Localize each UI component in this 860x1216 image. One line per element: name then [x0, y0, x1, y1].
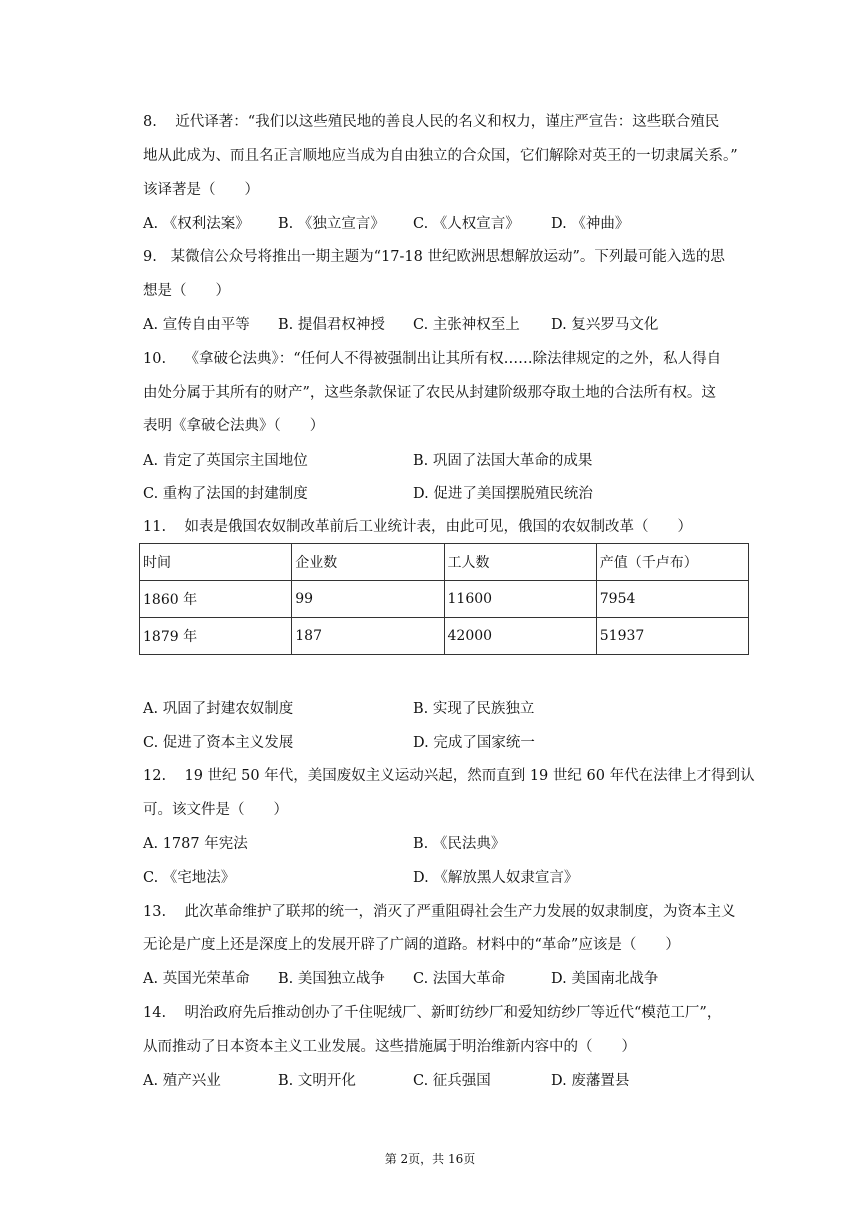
- question-10-option-b: B. 巩固了法国大革命的成果: [413, 453, 593, 469]
- question-11-option-a: A. 巩固了封建农奴制度: [143, 701, 294, 717]
- industry-statistics-table: [139, 543, 749, 655]
- question-13-option-a: A. 英国光荣革命: [143, 971, 250, 987]
- question-10-line-1: [143, 349, 721, 369]
- question-11-number: 11.: [143, 519, 167, 535]
- question-8-text-2: 地从此成为、而且名正言顺地应当成为自由独立的合众国，它们解除对英王的一切隶属关系。”: [143, 148, 738, 164]
- question-14-option-c: C. 征兵强国: [413, 1073, 491, 1089]
- question-9-line-1: [143, 247, 725, 267]
- question-8-line-1: [143, 112, 719, 132]
- table-cell: 1879 年: [140, 618, 292, 655]
- question-10-option-c: C. 重构了法国的封建制度: [143, 486, 308, 502]
- question-12-text-1: 19 世纪 50 年代，美国废奴主义运动兴起，然而直到 19 世纪 60 年代在法律上才得到认: [184, 768, 755, 784]
- question-10-option-d: D. 促进了美国摆脱殖民统治: [413, 486, 593, 502]
- table-cell: 1860 年: [140, 581, 292, 618]
- question-9-option-b: B. 提倡君权神授: [278, 317, 385, 333]
- question-11-option-c: C. 促进了资本主义发展: [143, 735, 294, 751]
- question-13-option-d: D. 美国南北战争: [551, 971, 659, 987]
- question-8-number: 8.: [143, 114, 157, 130]
- question-14-text-1: 明治政府先后推动创办了千住呢绒厂、新町纺纱厂和爱知纺纱厂等近代“模范工厂”，: [184, 1005, 722, 1021]
- question-12-number: 12.: [143, 768, 167, 784]
- question-14-option-d: D. 废藩置县: [551, 1073, 630, 1089]
- question-13-text-2: 无论是广度上还是深度上的发展开辟了广阔的道路。材料中的“革命”应该是（ ）: [143, 937, 680, 953]
- question-10-number: 10.: [143, 351, 167, 367]
- question-10-text-2: 由处分属于其所有的财产”，这些条款保证了农民从封建阶级那夺取土地的合法所有权。这: [143, 385, 716, 401]
- question-12-option-c: C. 《宅地法》: [143, 870, 236, 886]
- question-11-line-1: [143, 517, 692, 537]
- question-9-option-d: D. 复兴罗马文化: [551, 317, 659, 333]
- table-header-cell: 工人数: [444, 544, 596, 581]
- question-13-option-c: C. 法国大革命: [413, 971, 506, 987]
- table-cell: 187: [292, 618, 444, 655]
- table-cell: 99: [292, 581, 444, 618]
- question-14-number: 14.: [143, 1005, 167, 1021]
- question-12-option-b: B. 《民法典》: [413, 836, 506, 852]
- question-10-option-a: A. 肯定了英国宗主国地位: [143, 453, 308, 469]
- question-8-text-1: 近代译著：“我们以这些殖民地的善良人民的名义和权力，谨庄严宣告：这些联合殖民: [175, 114, 720, 130]
- question-14-option-b: B. 文明开化: [278, 1073, 356, 1089]
- table-row: [140, 618, 749, 655]
- question-14-option-a: A. 殖产兴业: [143, 1073, 221, 1089]
- question-9-text-1: 某微信公众号将推出一期主题为“17-18 世纪欧洲思想解放运动”。下列最可能入选的思: [170, 249, 725, 265]
- question-8-option-d: D. 《神曲》: [551, 216, 630, 232]
- question-13-option-b: B. 美国独立战争: [278, 971, 385, 987]
- question-8-option-c: C. 《人权宣言》: [413, 216, 520, 232]
- table-header-cell: 企业数: [292, 544, 444, 581]
- question-9-option-a: A. 宣传自由平等: [143, 317, 250, 333]
- question-8-option-b: B. 《独立宣言》: [278, 216, 385, 232]
- question-8-option-a: A. 《权利法案》: [143, 216, 250, 232]
- question-13-line-1: [143, 902, 736, 922]
- question-9-option-c: C. 主张神权至上: [413, 317, 520, 333]
- question-10-text-1: 《拿破仑法典》：“任何人不得被强制出让其所有权……除法律规定的之外，私人得自: [184, 351, 722, 367]
- question-12-option-a: A. 1787 年宪法: [143, 836, 248, 852]
- question-11-option-d: D. 完成了国家统一: [413, 735, 535, 751]
- question-9-text-2: 想是（ ）: [143, 283, 230, 299]
- table-cell: 11600: [444, 581, 596, 618]
- table-header-cell: 时间: [140, 544, 292, 581]
- table-header-row: [140, 544, 749, 581]
- table-header-cell: 产值（千卢布）: [596, 544, 748, 581]
- page-footer: 第 2页，共 16页: [384, 1152, 476, 1166]
- question-12-text-2: 可。该文件是（ ）: [143, 802, 288, 818]
- question-12-option-d: D. 《解放黑人奴隶宣言》: [413, 870, 579, 886]
- table-cell: 51937: [596, 618, 748, 655]
- question-10-text-3: 表明《拿破仑法典》（ ）: [143, 418, 325, 434]
- question-14-line-1: [143, 1003, 721, 1023]
- table-row: [140, 581, 749, 618]
- question-13-text-1: 此次革命维护了联邦的统一，消灭了严重阻碍社会生产力发展的奴隶制度，为资本主义: [184, 904, 736, 920]
- question-12-line-1: [143, 766, 755, 786]
- question-14-text-2: 从而推动了日本资本主义工业发展。这些措施属于明治维新内容中的（ ）: [143, 1039, 636, 1055]
- question-9-number: 9.: [143, 249, 157, 265]
- table-cell: 42000: [444, 618, 596, 655]
- question-13-number: 13.: [143, 904, 167, 920]
- table-cell: 7954: [596, 581, 748, 618]
- question-8-text-3: 该译著是（ ）: [143, 182, 259, 198]
- question-11-option-b: B. 实现了民族独立: [413, 701, 535, 717]
- question-11-text-1: 如表是俄国农奴制改革前后工业统计表，由此可见，俄国的农奴制改革（ ）: [184, 519, 692, 535]
